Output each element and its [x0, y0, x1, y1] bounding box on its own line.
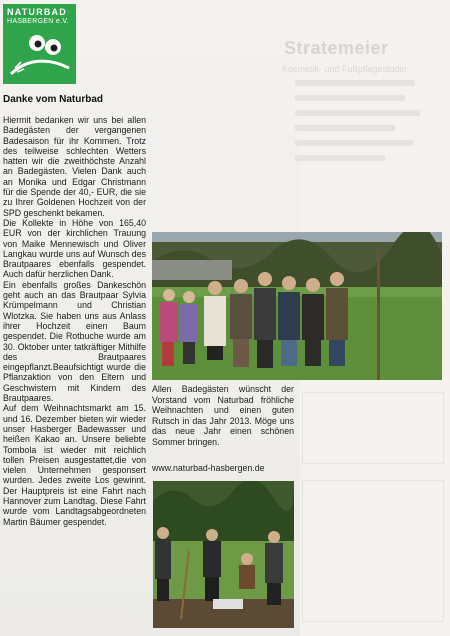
adjacent-ad-box-2: [302, 480, 444, 622]
bleed-through-subtitle: Kosmetik- und Fußpflegestudio: [282, 64, 407, 74]
paragraph-collection: Die Kollekte in Höhe von 165,40 EUR von der kirchlichen Trauung von Maike Mennewisch und Oliver Langkau wurde uns auf Wunsch des Brautpaares ebenfalls gespendet. Auch dafür herzlichen Dank.: [3, 217, 146, 280]
adjacent-ad-box: [302, 392, 444, 464]
group-photo: [152, 232, 442, 380]
frog-eyes-icon: [7, 28, 72, 80]
paragraph-christmas-market: Auf dem Weihnachtsmarkt am 15. und 16. Dezember bieten wir wieder unser Hasberger Badewasser und heißen Kakao an. Unsere beliebte Tombola ist wieder mit reichlich tollen Preisen ausgestattet,die von vielen Unternehmen gesponsert wurden. Jedes zweite Los gewinnt. Der Hauptpreis ist eine Fahrt nach Hannover zum Landtag. Diese Fahrt wurde vom Landtagsabgeordneten Martin Bäumer gespendet.: [3, 403, 146, 527]
logo-brand: NATURBAD: [7, 7, 67, 17]
logo-subtitle: HASBERGEN e.V.: [7, 18, 69, 25]
bleed-through-title: Stratemeier: [284, 38, 389, 58]
article-headline: Danke vom Naturbad: [3, 94, 104, 105]
bleed-through-lines: [295, 80, 435, 170]
tree-planting-photo: [153, 481, 294, 628]
photo-caption: Allen Badegästen wünscht der Vorstand vom Naturbad fröhliche Weihnachten und einen guten Rutsch in das Jahr 2013. Möge uns das neue Jahr einen schönen Sommer bringen.: [152, 384, 294, 447]
paragraph-tree: Ein ebenfalls großes Dankeschön geht auch an das Brautpaar Sylvia Krümpelmann und Christian Wlotzka. Sie haben uns aus Anlass ihrer Hochzeit einen Baum gespendet. Die Rotbuche wurde am 30. Oktober unter tatkräftiger Mithilfe des Brautpaares eingepflanzt.Beaufsichtigt wurde die Pflanzaktion von den Eltern und Geschwistern mit Kindern des Brautpaares.: [3, 279, 146, 404]
article-body: [3, 115, 146, 527]
naturbad-logo: [3, 4, 76, 84]
website-link[interactable]: www.naturbad-hasbergen.de: [152, 463, 265, 473]
paragraph-thanks: Hiermit bedanken wir uns bei allen Badegästen der vergangenen Badesaison für ihr Kommen. Trotz des teilweise schlechten Wetters hatten wir die zweithöchste Anzahl an Badegästen. Vielen Dank auch an Monika und Edgar Christmann für die Spende der 40,- EUR, die sie zu Ihrer Goldenen Hochzeit von der SPD geschenkt bekamen.: [3, 115, 146, 218]
